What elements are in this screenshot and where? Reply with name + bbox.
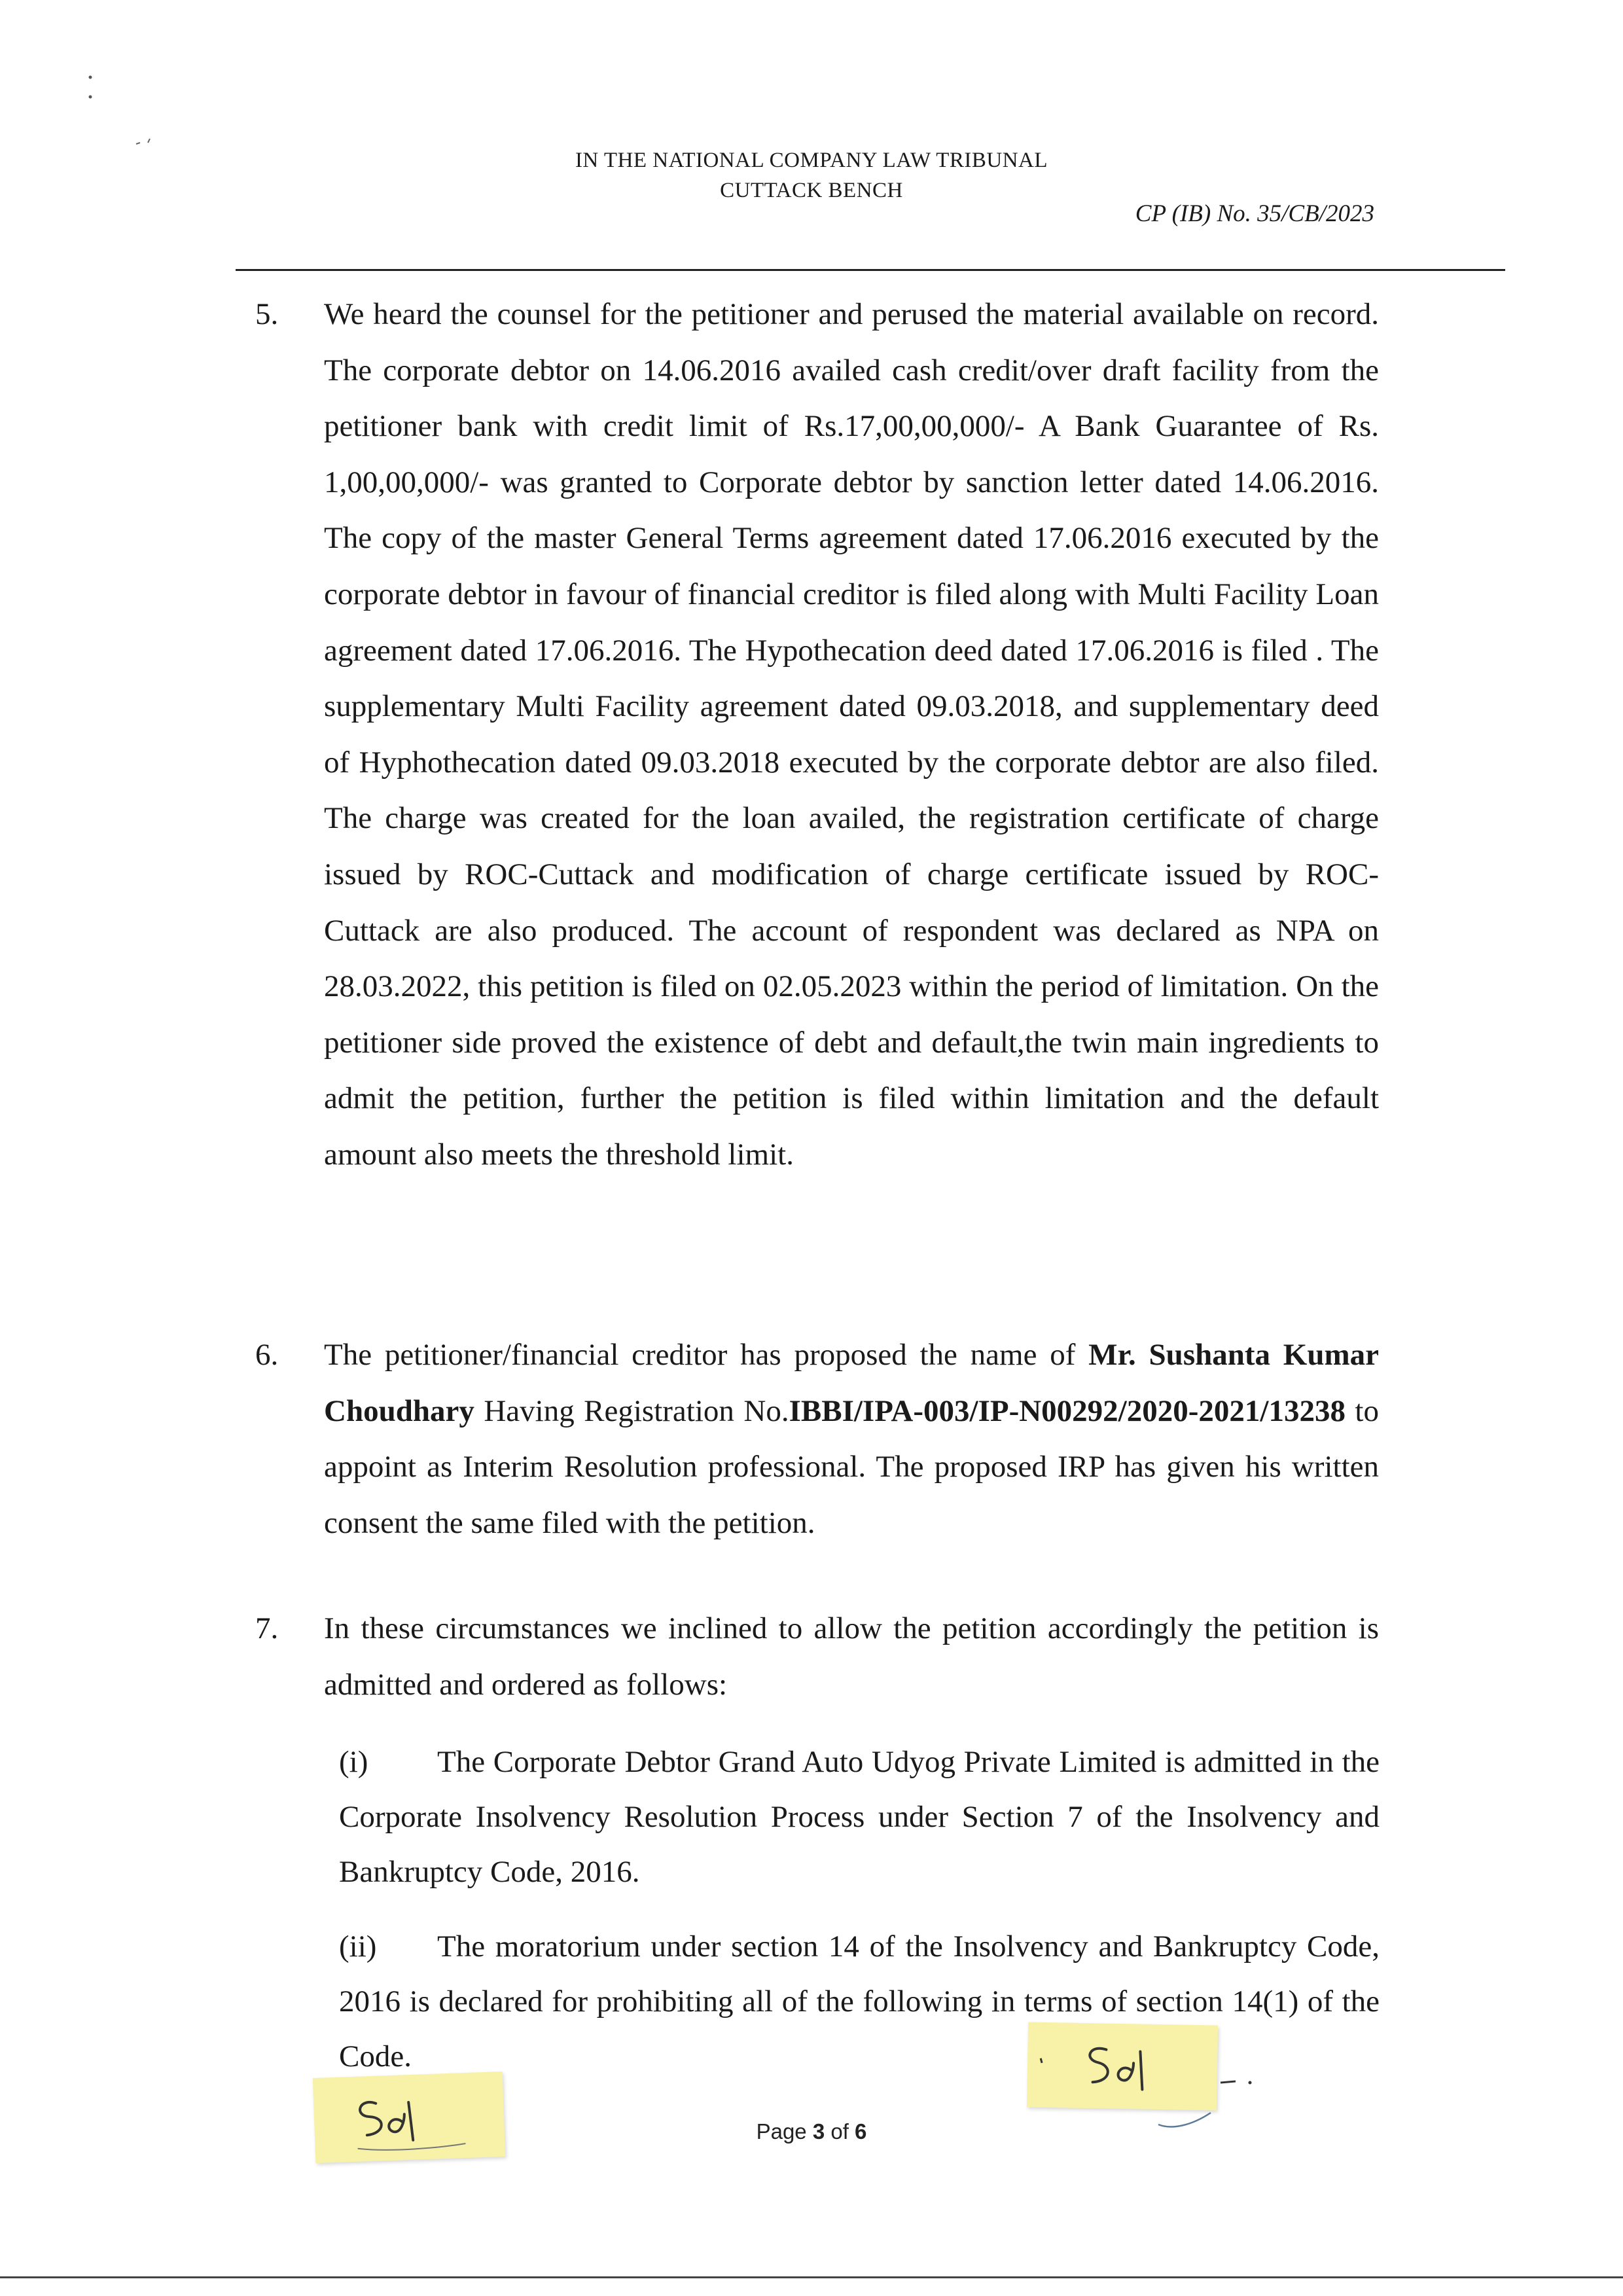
paragraph-number: 7.	[255, 1611, 279, 1645]
sticky-note-signature-right	[1027, 2022, 1218, 2110]
pen-dash-marks	[1217, 2068, 1283, 2094]
total-page-number: 6	[855, 2119, 867, 2144]
paragraph-number: 5.	[255, 297, 279, 331]
irp-name: Mr. Sushanta Kumar Choudhary	[324, 1338, 1379, 1428]
header-rule	[236, 269, 1505, 271]
order-label: (ii)	[339, 1929, 377, 1964]
bench-name: CUTTACK BENCH	[720, 179, 903, 202]
order-text: The Corporate Debtor Grand Auto Udyog Private Limited is admitted in the Corporate Insolvency Resolution Process under Section 7 of the Insolvency and Bankruptcy Code, 2016.	[339, 1745, 1380, 1889]
handwritten-sd-signature	[1027, 2022, 1218, 2110]
scan-specks	[85, 72, 164, 157]
registration-number: IBBI/IPA-003/IP-N00292/2020-2021/13238	[789, 1393, 1346, 1428]
sticky-note-signature-left	[313, 2072, 505, 2163]
order-item-1	[339, 1734, 1380, 1899]
order-item-2	[339, 1919, 1380, 2084]
order-text: The moratorium under section 14 of the Insolvency and Bankruptcy Code, 2016 is declared for prohibiting all of the following in terms of section 14(1) of the Code.	[339, 1929, 1380, 2073]
current-page-number: 3	[812, 2119, 825, 2144]
tribunal-name: IN THE NATIONAL COMPANY LAW TRIBUNAL	[575, 149, 1048, 172]
paragraph-number: 6.	[255, 1338, 279, 1372]
tribunal-header	[0, 145, 1623, 206]
case-number: CP (IB) No. 35/CB/2023	[1135, 200, 1374, 227]
paragraph-text: We heard the counsel for the petitioner and perused the material available on record. The corporate debtor on 14.06.2016 availed cash credit/over draft facility from the petitioner bank with credit limit of Rs.17,00,00,000/- A Bank Guarantee of Rs. 1,00,00,000/- was granted to Corporate debtor by sanction letter dated 14.06.2016. The copy of the master General Terms agreement dated 17.06.2016 executed by the corporate debtor in favour of financial creditor is filed along with Multi Facility Loan agreement dated 17.06.2016. The Hypothecation deed dated 17.06.2016 is filed . The supplementary Multi Facility agreement dated 09.03.2018, and supplementary deed of Hyphothecation dated 09.03.2018 executed by the corporate debtor are also filed. The charge was created for the loan availed, the registration certificate of charge issued by ROC-Cuttack and modification of charge certificate issued by ROC- Cuttack are also produced. The account of respondent was declared as NPA on 28.03.2022, this petition is filed on 02.05.2023 within the period of limitation. On the petitioner side proved the existence of debt and default,the twin main ingredients to admit the petition, further the petition is filed within limitation and the default amount also meets the threshold limit.	[324, 297, 1379, 1172]
paragraph-text: The petitioner/financial creditor has proposed the name of Mr. Sushanta Kumar Choudhary Having Registration No.IBBI/IPA-003/IP-N00292/2020-2021/13238 to appoint as Interim Resolution professional. The proposed IRP has given his written consent the same filed with the petition.	[324, 1338, 1379, 1540]
scan-edge-line	[0, 2276, 1623, 2278]
page-footer: Page 3 of 6	[756, 2119, 867, 2144]
paragraph-text: In these circumstances we inclined to allow the petition accordingly the petition is admitted and ordered as follows:	[324, 1611, 1379, 1702]
handwritten-sd-signature	[313, 2072, 505, 2163]
order-label: (i)	[339, 1745, 368, 1779]
